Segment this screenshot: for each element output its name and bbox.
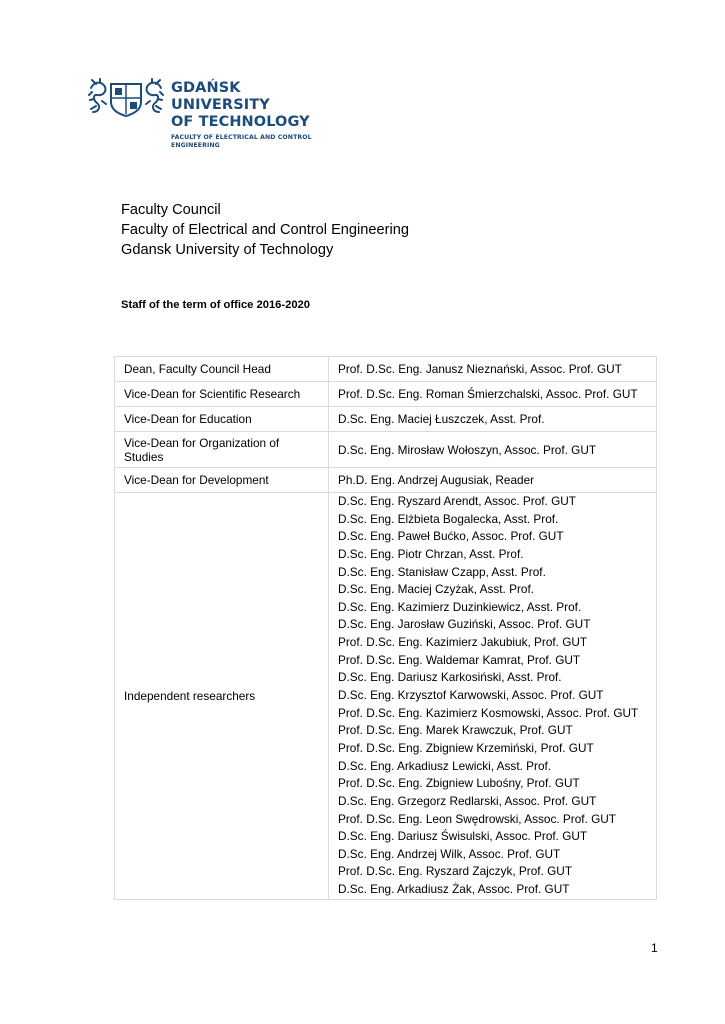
researcher-name: D.Sc. Eng. Ryszard Arendt, Assoc. Prof. GUT	[338, 494, 576, 508]
researcher-name: D.Sc. Eng. Elżbieta Bogalecka, Asst. Prof.	[338, 511, 559, 526]
researcher-name: D.Sc. Eng. Piotr Chrzan, Asst. Prof.	[338, 546, 524, 561]
researcher-name: D.Sc. Eng. Dariusz Świsulski, Assoc. Prof. GUT	[338, 829, 588, 844]
role-cell: Vice-Dean for Education	[115, 407, 329, 432]
researchers-list	[329, 493, 657, 900]
section-subtitle: Staff of the term of office 2016-2020	[121, 299, 310, 311]
university-name-line2: OF TECHNOLOGY	[171, 114, 310, 130]
researcher-name: Prof. D.Sc. Eng. Kazimierz Kosmowski, Assoc. Prof. GUT	[338, 705, 639, 720]
researcher-name: D.Sc. Eng. Jarosław Guziński, Assoc. Prof. GUT	[338, 617, 591, 632]
researcher-name: Prof. D.Sc. Eng. Marek Krawczuk, Prof. GUT	[338, 723, 573, 738]
researcher-name: Prof. D.Sc. Eng. Leon Swędrowski, Assoc. Prof. GUT	[338, 811, 616, 826]
council-title: Faculty Council	[121, 202, 221, 218]
role-cell: Dean, Faculty Council Head	[115, 357, 329, 382]
person-cell: D.Sc. Eng. Maciej Łuszczek, Asst. Prof.	[329, 407, 657, 432]
researcher-name: D.Sc. Eng. Kazimierz Duzinkiewicz, Asst. Prof.	[338, 599, 582, 614]
person-cell: Prof. D.Sc. Eng. Roman Śmierzchalski, Assoc. Prof. GUT	[329, 382, 657, 407]
person-cell: D.Sc. Eng. Mirosław Wołoszyn, Assoc. Prof. GUT	[329, 432, 657, 468]
researcher-name: Prof. D.Sc. Eng. Zbigniew Krzemiński, Prof. GUT	[338, 740, 594, 755]
person-cell: Ph.D. Eng. Andrzej Augusiak, Reader	[329, 468, 657, 493]
person-cell: Prof. D.Sc. Eng. Janusz Nieznański, Assoc. Prof. GUT	[329, 357, 657, 382]
role-cell: Vice-Dean for Organization of Studies	[115, 432, 329, 468]
role-cell: Vice-Dean for Scientific Research	[115, 382, 329, 407]
researcher-name: D.Sc. Eng. Stanisław Czapp, Asst. Prof.	[338, 564, 546, 579]
researcher-name: Prof. D.Sc. Eng. Zbigniew Lubośny, Prof. GUT	[338, 776, 580, 791]
researcher-name: D.Sc. Eng. Paweł Bućko, Assoc. Prof. GUT	[338, 529, 564, 544]
table-row	[115, 432, 657, 468]
university-name-line1: GDAŃSK UNIVERSITY	[171, 80, 270, 113]
university-logo	[88, 78, 348, 149]
table-row	[115, 468, 657, 493]
council-heading	[121, 200, 409, 260]
faculty-name-line2: ENGINEERING	[171, 141, 220, 149]
researcher-name: D.Sc. Eng. Grzegorz Redlarski, Assoc. Prof. GUT	[338, 793, 597, 808]
university-name	[171, 80, 341, 149]
researcher-name: D.Sc. Eng. Maciej Czyżak, Asst. Prof.	[338, 582, 535, 597]
researcher-name: D.Sc. Eng. Krzysztof Karwowski, Assoc. Prof. GUT	[338, 688, 604, 703]
researcher-name: D.Sc. Eng. Dariusz Karkosiński, Asst. Prof.	[338, 670, 562, 685]
table-row	[115, 382, 657, 407]
table-row-researchers	[115, 493, 657, 900]
role-cell: Independent researchers	[115, 493, 329, 900]
table-row	[115, 357, 657, 382]
page-number: 1	[651, 941, 658, 955]
faculty-name-line1: FACULTY OF ELECTRICAL AND CONTROL	[171, 134, 312, 141]
researcher-name: Prof. D.Sc. Eng. Ryszard Zajczyk, Prof. GUT	[338, 864, 573, 879]
researcher-name: D.Sc. Eng. Arkadiusz Lewicki, Asst. Prof.	[338, 758, 552, 773]
researcher-name: Prof. D.Sc. Eng. Waldemar Kamrat, Prof. GUT	[338, 652, 581, 667]
researcher-name: Prof. D.Sc. Eng. Kazimierz Jakubiuk, Prof. GUT	[338, 635, 588, 650]
staff-table	[114, 356, 657, 900]
researcher-name: D.Sc. Eng. Arkadiusz Żak, Assoc. Prof. GUT	[338, 882, 570, 897]
university-emblem-icon	[88, 78, 164, 118]
role-cell: Vice-Dean for Development	[115, 468, 329, 493]
university-title: Gdansk University of Technology	[121, 242, 334, 258]
table-row	[115, 407, 657, 432]
researcher-name: D.Sc. Eng. Andrzej Wilk, Assoc. Prof. GUT	[338, 846, 561, 861]
faculty-title: Faculty of Electrical and Control Engineering	[121, 222, 409, 238]
